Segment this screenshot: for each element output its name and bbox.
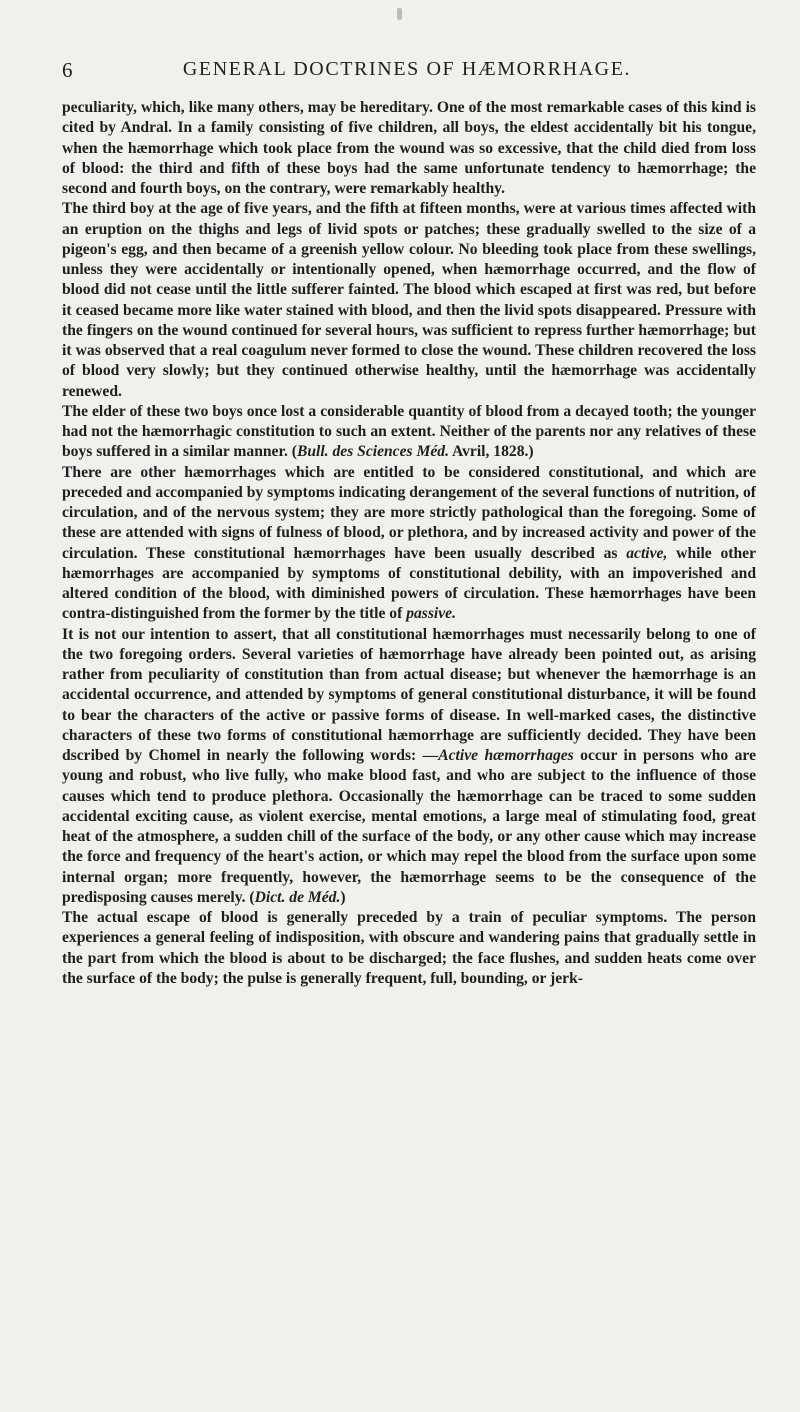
text-run: There are other hæmorrhages which are entitled to be considered constitutional, and which are preceded and accompanied by symptoms indicating derangement of the several functions of nutrition, of circulation, and of the nervous system; they are more strictly pathological than the foregoing. Some of these are attended with signs of fulness of blood, or plethora, and by increased activity and power of the circulation. These constitutional hæmorrhages have been usually described as <box>62 463 756 562</box>
text-run: Avril, 1828.) <box>448 443 534 461</box>
text-run: peculiarity, which, like many others, may be hereditary. One of the most remarkable cases of this kind is cited by Andral. In a family consisting of five children, all boys, the eldest accidentally bit his tongue, when the hæmorrhage which took place from the wound was so excessive, that the child died from loss of blood: the third and fifth of these boys had the same unfortunate tendency to hæmorrhage; the second and fourth boys, on the contrary, were remarkably healthy. <box>62 99 756 197</box>
italic-text: Bull. des Sciences Méd. <box>296 443 449 461</box>
italic-text: Dict. de Méd. <box>254 888 341 906</box>
page-number: 6 <box>62 58 73 82</box>
paragraph <box>62 199 756 402</box>
text-run: while other hæmorrhages are accompanied by symptoms of constitutional debility, with an impoverished and altered condition of the blood, with diminished powers of circulation. These hæmorrhages have been contra-distinguished from the former by the title of <box>62 544 757 623</box>
text-run: The third boy at the age of five years, and the fifth at fifteen months, were at various times affected with an eruption on the thighs and legs of livid spots or patches; these gradually swelled to the size of a pigeon's egg, and then became of a greenish yellow colour. No bleeding took place from these swellings, unless they were accidentally or intentionally opened, when hæmorrhage occurred, and the flow of blood did not cease until the little sufferer fainted. The blood which escaped at first was red, but before it ceased became more like water stained with blood, and then the livid spots disappeared. Pressure with the fingers on the wound continued for several hours, was sufficient to repress further hæmorrhage; but it was observed that a real coagulum never formed to close the wound. These children recovered the loss of blood very slowly; but they continued otherwise healthy, until the hæmorrhage was accidentally renewed. <box>62 200 756 400</box>
running-title: GENERAL DOCTRINES OF HÆMORRHAGE. <box>182 58 632 80</box>
paragraph <box>62 463 756 625</box>
print-smudge <box>397 8 402 20</box>
page-header <box>62 58 752 88</box>
text-run: occur in persons who are young and robust, who live fully, who make blood fast, and who are subject to the influence of those causes which tend to produce plethora. Occasionally the hæmorrhage can be traced to some sudden accidental exciting cause, as violent exercise, mental emotions, a large meal of stimulating food, great heat of the atmosphere, a sudden chill of the surface of the body, or any other cause which may increase the force and frequency of the heart's action, or which may repel the blood from the surface upon some internal organ; more frequently, however, the hæmorrhage seems to be the consequence of the predisposing causes merely. ( <box>62 747 756 906</box>
paragraph <box>62 908 756 989</box>
text-run: ) <box>340 888 346 906</box>
text-run: The elder of these two boys once lost a considerable quantity of blood from a decayed tooth; the younger had not the hæmorrhagic constitution to such an extent. Neither of the parents nor any relatives of these boys suffered in a similar manner. ( <box>62 402 756 461</box>
text-run: The actual escape of blood is generally preceded by a train of peculiar symptoms. The person experiences a general feeling of indisposition, with obscure and wandering pains that gradually settle in the part from which the blood is about to be discharged; the face flushes, and sudden heats come over the surface of the body; the pulse is generally frequent, full, bounding, or jerk- <box>62 909 756 987</box>
paragraph <box>62 98 756 199</box>
text-run: It is not our intention to assert, that all constitutional hæmorrhages must necessarily belong to one of the two foregoing orders. Several varieties of hæmorrhage have already been pointed out, as arising rather from peculiarity of constitution than from actual disease; but whenever the hæmorrhage is an accidental occurrence, and attended by symptoms of general constitutional disturbance, it will be found to bear the characters of the active or passive forms of disease. In well-marked cases, the distinctive characters of these two forms of constitutional hæmorrhage are sufficiently decided. They have been dscribed by Chomel in nearly the following words: — <box>62 625 756 764</box>
italic-text: passive. <box>406 605 456 623</box>
italic-text: Active hæmorrhages <box>438 747 574 764</box>
italic-text: active, <box>626 544 668 562</box>
body-text <box>62 98 756 989</box>
paragraph <box>62 625 756 909</box>
paragraph <box>62 402 756 463</box>
